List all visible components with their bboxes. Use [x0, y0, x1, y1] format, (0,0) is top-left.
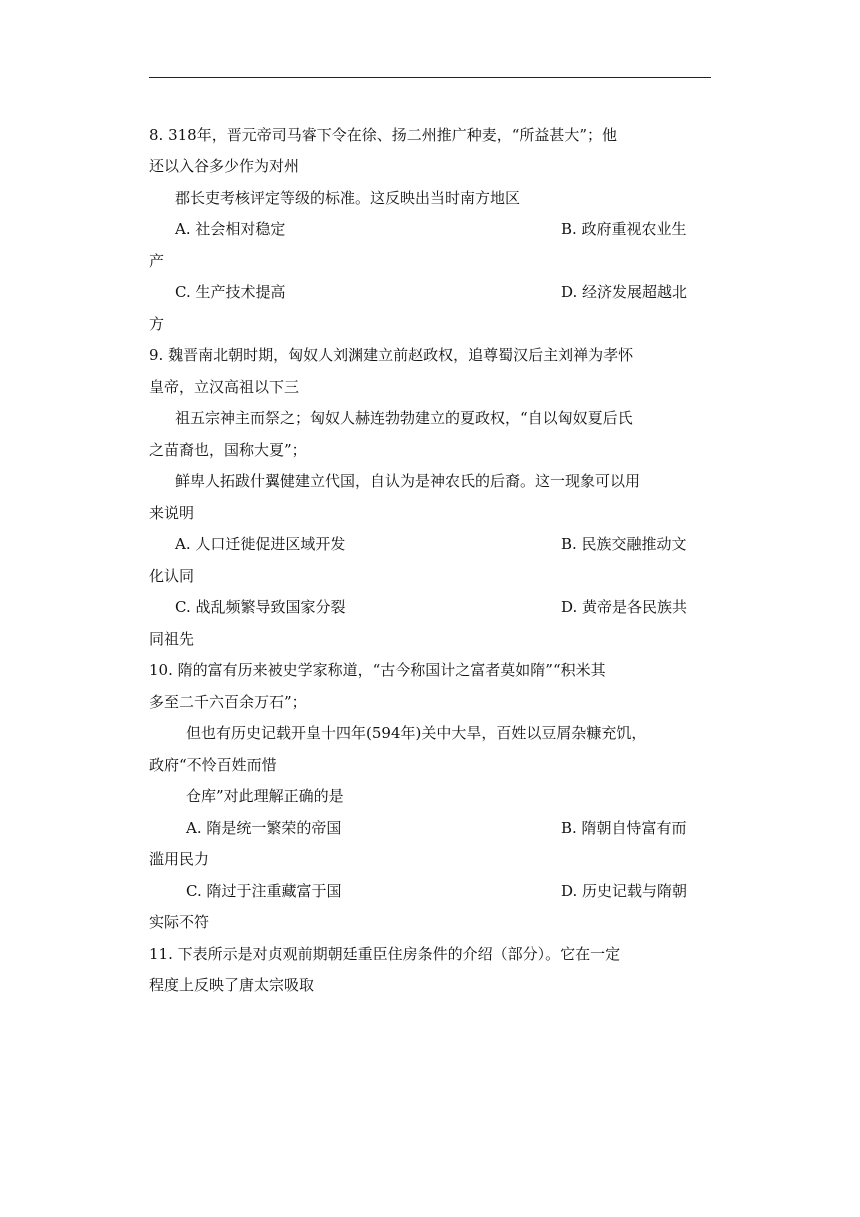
question-10-line-1: 10. 隋的富有历来被史学家称道，“古今称国计之富者莫如隋”“积米其 [149, 661, 606, 679]
question-11-line-2: 程度上反映了唐太宗吸取 [149, 976, 315, 994]
question-9-line-5: 鲜卑人拓跋什翼健建立代国，自认为是神农氏的后裔。这一现象可以用 [175, 472, 641, 490]
question-9-line-6: 来说明 [149, 504, 195, 522]
question-10-option-b: B. 隋朝自恃富有而 [561, 819, 687, 837]
question-8-option-d: D. 经济发展超越北 [561, 283, 688, 301]
question-10-option-a: A. 隋是统一繁荣的帝国 [186, 819, 342, 837]
question-9-option-b: B. 民族交融推动文 [561, 535, 687, 553]
question-10-line-3: 但也有历史记载开皇十四年(594年)关中大旱，百姓以豆屑杂糠充饥， [186, 724, 647, 742]
question-8-option-c: C. 生产技术提高 [175, 283, 286, 301]
question-8-option-a: A. 社会相对稳定 [175, 220, 286, 238]
question-9-option-a: A. 人口迁徙促进区域开发 [175, 535, 346, 553]
question-10-line-5: 仓库”对此理解正确的是 [186, 787, 344, 805]
question-8-option-d-wrap: 方 [149, 315, 165, 333]
question-9-line-1: 9. 魏晋南北朝时期，匈奴人刘渊建立前赵政权，追尊蜀汉后主刘禅为孝怀 [149, 346, 634, 364]
question-10-option-b-wrap: 滥用民力 [149, 850, 210, 868]
question-9-option-b-wrap: 化认同 [149, 567, 195, 585]
question-9-option-c: C. 战乱频繁导致国家分裂 [175, 598, 346, 616]
question-8-option-b-wrap: 产 [149, 252, 165, 270]
question-10-option-c: C. 隋过于注重藏富于国 [186, 882, 342, 900]
question-11-line-1: 11. 下表所示是对贞观前期朝廷重臣住房条件的介绍（部分）。它在一定 [149, 945, 621, 963]
question-10-line-2: 多至二千六百余万石”； [149, 693, 307, 711]
question-8-option-b: B. 政府重视农业生 [561, 220, 687, 238]
question-9-option-d: D. 黄帝是各民族共 [561, 598, 688, 616]
question-10-line-4: 政府“不怜百姓而惜 [149, 756, 277, 774]
question-9-line-3: 祖五宗神主而祭之；匈奴人赫连勃勃建立的夏政权，“自以匈奴夏后氏 [175, 409, 633, 427]
question-8-line-3: 郡长吏考核评定等级的标准。这反映出当时南方地区 [175, 189, 521, 207]
question-9-option-d-wrap: 同祖先 [149, 630, 195, 648]
question-8-line-2: 还以入谷多少作为对州 [149, 157, 300, 175]
question-8-line-1: 8. 318年，晋元帝司马睿下令在徐、扬二州推广种麦，“所益甚大”；他 [149, 126, 618, 144]
question-10-option-d: D. 历史记载与隋朝 [561, 882, 688, 900]
question-10-option-d-wrap: 实际不符 [149, 913, 210, 931]
question-9-line-4: 之苗裔也，国称大夏”； [149, 441, 307, 459]
header-rule [149, 77, 711, 78]
question-9-line-2: 皇帝，立汉高祖以下三 [149, 378, 300, 396]
